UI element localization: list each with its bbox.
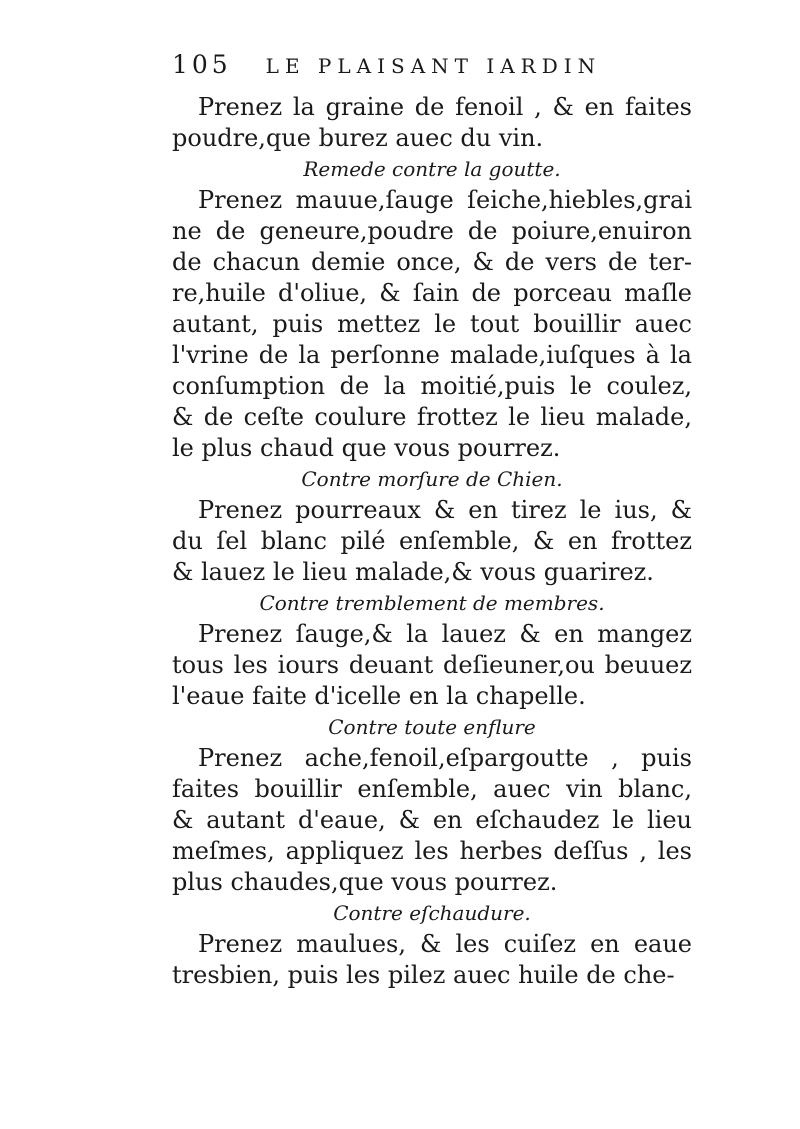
section-heading: Contre eſchaudure. <box>333 901 531 925</box>
section-heading: Contre tremblement de membres. <box>259 591 605 615</box>
text-line: & autant d'eaue, & en eſchaudez le lieu <box>172 806 692 834</box>
text-line: plus chaudes,que vous pourrez. <box>172 868 558 896</box>
text-line: Prenez maulues, & les cuiſez en eaue <box>198 930 692 958</box>
page-header <box>172 50 692 86</box>
text-line: Prenez pourreaux & en tirez le ius, & <box>198 496 692 524</box>
text-line: du ſel blanc pilé enſemble, & en frottez <box>172 527 692 555</box>
text-line: le plus chaud que vous pourrez. <box>172 434 561 462</box>
text-line: & lauez le lieu malade,& vous guarirez. <box>172 558 654 586</box>
text-line: tresbien, puis les pilez auec huile de che- <box>172 961 675 989</box>
text-line: conſumption de la moitié,puis le coulez, <box>172 372 692 400</box>
text-line: & de ceſte coulure frottez le lieu malade, <box>172 403 692 431</box>
text-line: ne de geneure,poudre de poiure,enuiron <box>172 217 692 245</box>
text-line: re,huile d'oliue, & ſain de porceau maſle <box>172 279 692 307</box>
text-line: de chacun demie once, & de vers de ter- <box>172 248 692 276</box>
text-line: tous les iours deuant deſieuner,ou beuuez <box>172 651 692 679</box>
text-line: meſmes, appliquez les herbes deſſus , les <box>172 837 692 865</box>
text-block <box>172 92 692 991</box>
text-line: Prenez ache,fenoil,eſpargoutte , puis <box>198 744 692 772</box>
text-line: l'vrine de la perſonne malade,iuſques à la <box>172 341 692 369</box>
text-line: Prenez la graine de fenoil , & en faites <box>198 93 692 121</box>
running-title: LE PLAISANT IARDIN <box>265 54 602 78</box>
text-line: poudre,que burez auec du vin. <box>172 124 544 152</box>
text-line: faites bouillir enſemble, auec vin blanc, <box>172 775 692 803</box>
text-line: autant, puis mettez le tout bouillir auec <box>172 310 692 338</box>
section-heading: Contre toute enflure <box>328 715 536 739</box>
section-heading: Remede contre la goutte. <box>303 157 561 181</box>
text-line: Prenez mauue,ſauge ſeiche,hiebles,grai <box>198 186 692 214</box>
page-number: 105 <box>172 50 232 79</box>
text-line: l'eaue faite d'icelle en la chapelle. <box>172 682 586 710</box>
section-heading: Contre morſure de Chien. <box>301 467 563 491</box>
text-line: Prenez ſauge,& la lauez & en mangez <box>198 620 692 648</box>
